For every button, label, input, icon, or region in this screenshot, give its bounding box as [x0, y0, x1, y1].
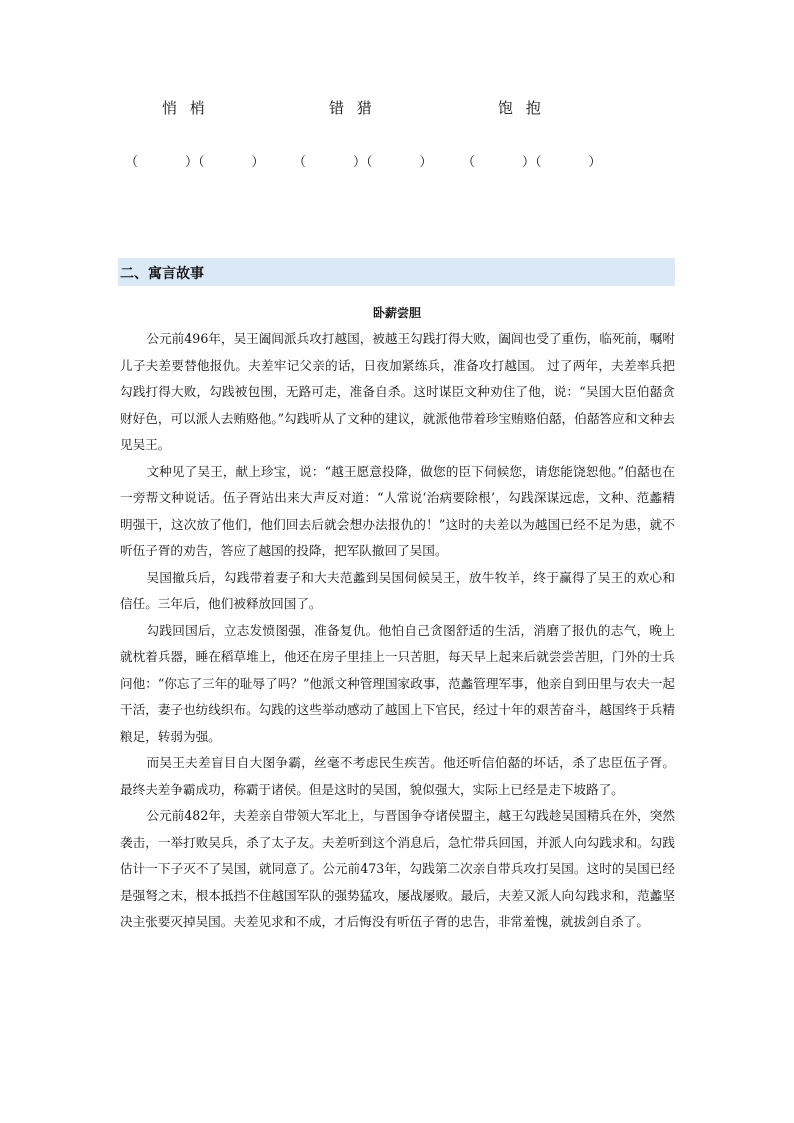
story-paragraph: 勾践回国后，立志发愤图强，准备复仇。他怕自己贪图舒适的生活，消磨了报仇的志气，晚上就枕着兵器，睡在稻草堆上，他还在房子里挂上一只苦胆，每天早上起来后就尝尝苦胆，门外的士兵问他：“你忘了三年的耻辱了吗？”他派文种管理国家政事，范蠡管理军事，他亲自到田里与农夫一起干活，妻子也纺线织布。勾践的这些举动感动了越国上下官民，经过十年的艰苦奋斗，越国终于兵精粮足，转弱为强。 — [120, 622, 675, 744]
story-paragraph: 公元前482年，夫差亲自带领大军北上，与晋国争夺诸侯盟主，越王勾践趁吴国精兵在外，突然袭击，一举打败吴兵，杀了太子友。夫差听到这个消息后，急忙带兵回国，并派人向勾践求和。勾践估计一下子灭不了吴国，就同意了。公元前473年，勾践第二次亲自带兵攻打吴国。这时的吴国已经是强弩之末，根本抵挡不住越国军队的强势猛攻，屡战屡败。最后，夫差又派人向勾践求和，范蠡坚决主张要灭掉吴国。夫差见求和不成，才后悔没有听伍子胥的忠告，非常羞愧，就拔剑自杀了。 — [120, 808, 675, 929]
word-pair-3: 饱 抱 — [498, 99, 545, 117]
story-paragraph: 公元前496年，吴王阖闾派兵攻打越国，被越王勾践打得大败，阖闾也受了重伤，临死前，嘱咐儿子夫差要替他报仇。夫差牢记父亲的话，日夜加紧练兵，准备攻打越国。 过了两年，夫差率兵把勾践打得大败，勾践被包围，无路可走，准备自杀。这时谋臣文种劝住了他，说：“吴国大臣伯嚭贪财好色，可以派人去贿赂他。”勾践听从了文种的建议，就派他带着珍宝贿赂伯嚭，伯嚭答应和文种去见吴王。 — [120, 331, 675, 452]
story-paragraph: 吴国撤兵后，勾践带着妻子和大夫范蠡到吴国伺候吴王，放牛牧羊，终于赢得了吴王的欢心和信任。三年后，他们被释放回国了。 — [120, 569, 675, 611]
answer-blanks-row — [0, 151, 794, 171]
section-header — [118, 258, 675, 286]
story-paragraph: 而吴王夫差盲目自大图争霸，丝毫不考虑民生疾苦。他还听信伯嚭的坏话，杀了忠臣伍子胥。最终夫差争霸成功，称霸于诸侯。但是这时的吴国，貌似强大，实际上已经是走下坡路了。 — [120, 755, 675, 797]
section-title: 二、寓言故事 — [120, 266, 204, 282]
word-pair-1: 悄 梢 — [162, 99, 209, 117]
story-body — [120, 326, 675, 936]
story-title: 卧薪尝胆 — [372, 306, 421, 320]
story-paragraph: 文种见了吴王，献上珍宝，说：“越王愿意投降，做您的臣下伺候您，请您能饶恕他。”伯嚭也在一旁帮文种说话。伍子胥站出来大声反对道：“人常说‘治病要除根’，勾践深谋远虑，文种、范蠡精明强干，这次放了他们，他们回去后就会想办法报仇的！”这时的夫差以为越国已经不足为患，就不听伍子胥的劝告，答应了越国的投降，把军队撤回了吴国。 — [120, 463, 675, 558]
answer-blank-1[interactable]: （ ）（ ） — [125, 155, 265, 170]
word-pair-2: 错 猎 — [329, 99, 376, 117]
answer-blank-3[interactable]: （ ）（ ） — [462, 155, 602, 170]
answer-blank-2[interactable]: （ ）（ ） — [293, 155, 433, 170]
word-pairs-row — [0, 97, 794, 117]
